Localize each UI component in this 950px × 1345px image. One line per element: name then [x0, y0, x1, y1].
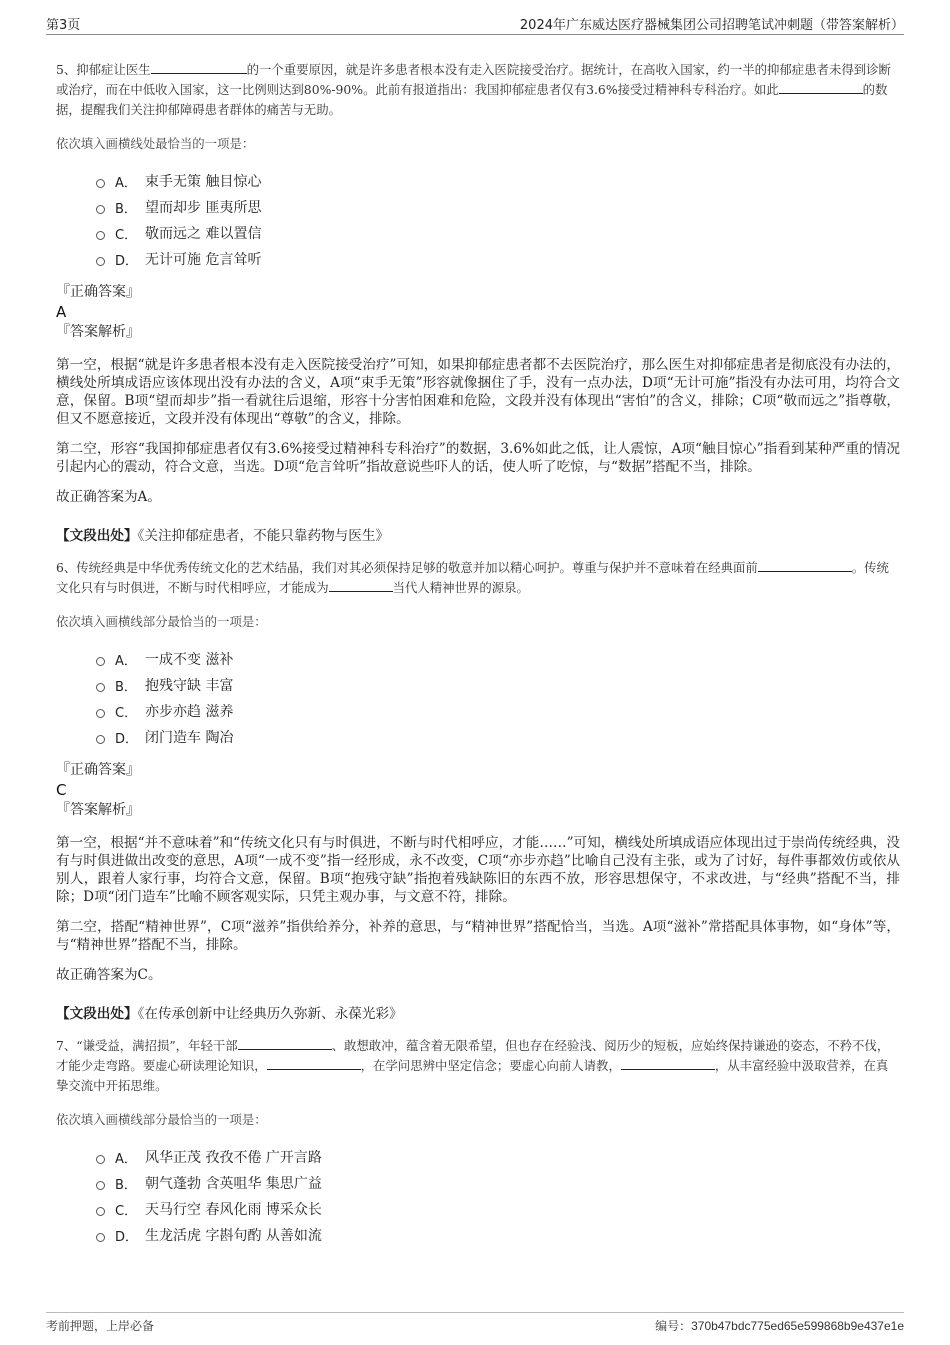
option-c[interactable]: C． 天马行空 春风化雨 博采众长 [96, 1196, 900, 1222]
question-prompt: 依次填入画横线部分最恰当的一项是： [56, 614, 267, 629]
option-a[interactable]: A． 一成不变 滋补 [96, 646, 900, 672]
analysis-paragraph: 第二空，搭配“精神世界”，C项“滋养”指供给养分，补养的意思，与“精神世界”搭配恰当，当选。A项“滋补”常搭配具体事物，如“身体”等，与“精神世界”搭配不当，排除。 [56, 919, 900, 953]
option-list [96, 1144, 900, 1248]
answer-label: 『正确答案』 [56, 762, 140, 778]
question-5 [56, 60, 900, 544]
footer-slogan: 考前押题，上岸必备 [46, 1319, 155, 1333]
main-content [56, 60, 900, 1248]
fill-blank [758, 559, 852, 572]
option-c[interactable]: C． 亦步亦趋 滋养 [96, 698, 900, 724]
analysis-conclusion: 故正确答案为C。 [56, 967, 162, 983]
radio-icon[interactable] [96, 683, 105, 692]
source-citation: 【文段出处】《在传承创新中让经典历久弥新、永葆光彩》 [56, 1006, 403, 1022]
fill-blank [238, 1037, 332, 1050]
option-a[interactable]: A． 束手无策 触目惊心 [96, 168, 900, 194]
radio-icon[interactable] [96, 1155, 105, 1164]
question-7 [56, 1036, 900, 1248]
document-id: 编号：370b47bdc775ed65e599868b9e437e1e [655, 1319, 904, 1333]
fill-blank [151, 61, 247, 74]
option-d[interactable]: D． 无计可施 危言耸听 [96, 246, 900, 272]
question-prompt: 依次填入画横线处最恰当的一项是： [56, 136, 255, 151]
fill-blank [267, 1057, 361, 1070]
page-number: 第3页 [46, 18, 81, 33]
option-b[interactable]: B． 望而却步 匪夷所思 [96, 194, 900, 220]
answer-value: C [56, 781, 67, 799]
option-d[interactable]: D． 闭门造车 陶冶 [96, 724, 900, 750]
option-list [96, 168, 900, 272]
answer-value: A [56, 303, 67, 321]
option-a[interactable]: A． 风华正茂 孜孜不倦 广开言路 [96, 1144, 900, 1170]
question-text: 5、抑郁症让医生 的一个重要原因，就是许多患者根本没有走入医院接受治疗。据统计，在高收入国家，约一半的抑郁症患者未得到诊断或治疗，而在中低收入国家，这一比例则达到80%-90%。此前有报道指出：我国抑郁症患者仅有3.6%接受过精神科专科治疗。如此 的数据，提醒我们关注抑郁障碍患者群体的痛苦与无助。 [56, 62, 891, 117]
source-citation: 【文段出处】《关注抑郁症患者，不能只靠药物与医生》 [56, 528, 390, 544]
option-c[interactable]: C． 敬而远之 难以置信 [96, 220, 900, 246]
radio-icon[interactable] [96, 1233, 105, 1242]
question-prompt: 依次填入画横线部分最恰当的一项是： [56, 1112, 267, 1127]
radio-icon[interactable] [96, 1181, 105, 1190]
answer-label: 『正确答案』 [56, 284, 140, 300]
option-b[interactable]: B． 朝气蓬勃 含英咀华 集思广益 [96, 1170, 900, 1196]
radio-icon[interactable] [96, 735, 105, 744]
page-header [46, 12, 904, 35]
radio-icon[interactable] [96, 179, 105, 188]
analysis-paragraph: 第一空，根据“就是许多患者根本没有走入医院接受治疗”可知，如果抑郁症患者都不去医院治疗，那么医生对抑郁症患者是彻底没有办法的，横线处所填成语应该体现出没有办法的含义，A项“束手无策”形容就像捆住了手，没有一点办法，D项“无计可施”指没有办法可用，均符合文意，保留。B项“望而却步”指一看就往后退缩，形容十分害怕困难和危险，文段并没有体现出“害怕”的含义，排除；C项“敬而远之”指尊敬，但又不愿意接近，文段并没有体现出“尊敬”的含义，排除。 [56, 357, 900, 427]
question-text: 6、传统经典是中华优秀传统文化的艺术结晶，我们对其必须保持足够的敬意并加以精心呵护。尊重与保护并不意味着在经典面前 。传统文化只有与时俱进，不断与时代相呼应，才能成为 当代人精神世界的源泉。 [56, 560, 889, 595]
radio-icon[interactable] [96, 709, 105, 718]
question-text: 7、“谦受益，满招损”，年轻干部 、敢想敢冲，蕴含着无限希望，但也存在经验浅、阅历少的短板，应始终保持谦逊的姿态，不矜不伐，才能少走弯路。要虚心研读理论知识， ，在学问思辨中坚定信念；要虚心向前人请教， ，从丰富经验中汲取营养，在真挚交流中开拓思维。 [56, 1038, 890, 1093]
fill-blank [329, 579, 393, 592]
radio-icon[interactable] [96, 657, 105, 666]
radio-icon[interactable] [96, 257, 105, 266]
fill-blank [621, 1057, 715, 1070]
document-title: 2024年广东威达医疗器械集团公司招聘笔试冲刺题（带答案解析） [519, 18, 904, 33]
analysis-paragraph: 第一空，根据“并不意味着”和“传统文化只有与时俱进，不断与时代相呼应，才能……”可知，横线处所填成语应体现出过于崇尚传统经典，没有与时俱进做出改变的意思，A项“一成不变”指一经形成，永不改变，C项“亦步亦趋”比喻自己没有主张，或为了讨好，每件事都效仿或依从别人，跟着人家行事，均符合文意，保留。B项“抱残守缺”指抱着残缺陈旧的东西不放，形容思想保守，不求改进，与“经典”搭配不当，排除；D项“闭门造车”比喻不顾客观实际，只凭主观办事，与文意不符，排除。 [56, 835, 900, 905]
option-b[interactable]: B． 抱残守缺 丰富 [96, 672, 900, 698]
question-6 [56, 558, 900, 1022]
analysis-paragraph: 第二空，形容“我国抑郁症患者仅有3.6%接受过精神科专科治疗”的数据，3.6%如此之低，让人震惊，A项“触目惊心”指看到某种严重的情况引起内心的震动，符合文意，当选。D项“危言耸听”指故意说些吓人的话，使人听了吃惊，与“数据”搭配不当，排除。 [56, 441, 900, 475]
page-footer [46, 1312, 904, 1337]
radio-icon[interactable] [96, 1207, 105, 1216]
radio-icon[interactable] [96, 231, 105, 240]
analysis-label: 『答案解析』 [56, 324, 140, 340]
analysis-label: 『答案解析』 [56, 802, 140, 818]
option-list [96, 646, 900, 750]
radio-icon[interactable] [96, 205, 105, 214]
option-d[interactable]: D． 生龙活虎 字斟句酌 从善如流 [96, 1222, 900, 1248]
analysis-conclusion: 故正确答案为A。 [56, 489, 161, 505]
fill-blank [779, 81, 863, 94]
